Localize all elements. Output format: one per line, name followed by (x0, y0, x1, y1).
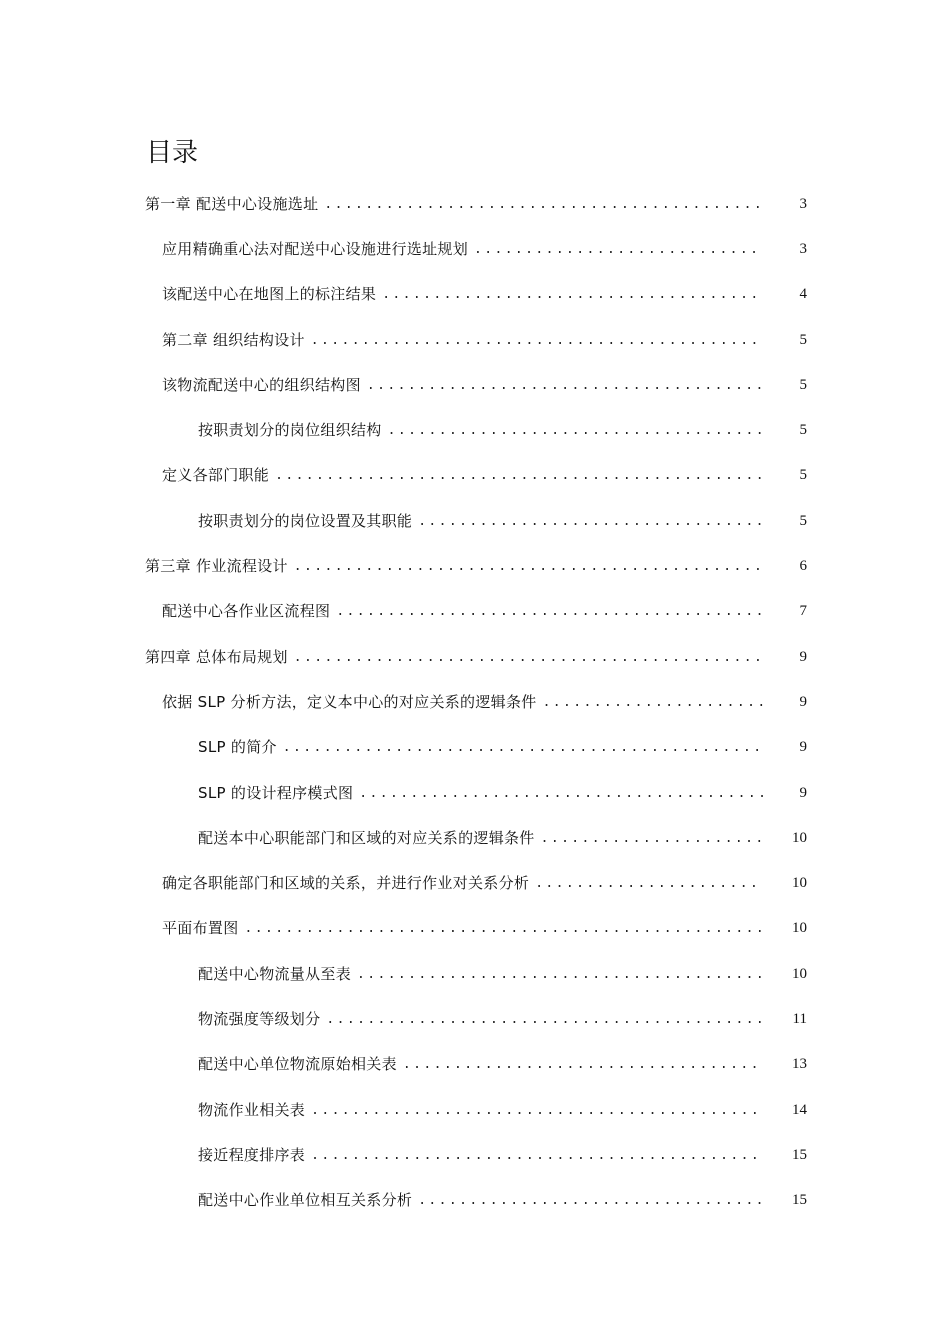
toc-dot-leader (245, 918, 763, 938)
toc-entry-text: 按职责划分的岗位组织结构 (198, 421, 382, 440)
toc-entry-text: SLP 的设计程序模式图 (198, 783, 354, 802)
toc-dot-leader (283, 737, 763, 757)
toc-page-number: 3 (799, 195, 807, 212)
toc-dot-leader (357, 964, 763, 984)
toc-page-number: 10 (792, 829, 807, 846)
toc-entry-text: 配送中心作业单位相互关系分析 (198, 1191, 413, 1210)
toc-entry-text: 第四章 总体布局规划 (145, 647, 288, 666)
toc-page-number: 10 (792, 875, 807, 892)
toc-entry-text: 依据 SLP 分析方法，定义本中心的对应关系的逻辑条件 (162, 692, 537, 711)
toc-entry-text: 配送中心单位物流原始相关表 (198, 1055, 397, 1074)
toc-page-number: 7 (799, 603, 807, 620)
toc-dot-leader (294, 556, 763, 576)
toc-page-number: 5 (799, 376, 807, 393)
toc-page-number: 9 (799, 739, 807, 756)
toc-page-number: 3 (799, 240, 807, 257)
toc-dot-leader (403, 1054, 763, 1074)
toc-entry[interactable] (0, 679, 950, 724)
toc-entry-text: 应用精确重心法对配送中心设施进行选址规划 (162, 239, 469, 258)
toc-page-number: 6 (799, 558, 807, 575)
toc-dot-leader (311, 330, 763, 350)
toc-entry[interactable] (0, 1087, 950, 1132)
toc-dot-leader (541, 828, 763, 848)
toc-page-number: 9 (799, 693, 807, 710)
toc-dot-leader (359, 783, 763, 803)
toc-page-number: 13 (792, 1056, 807, 1073)
toc-entry[interactable] (0, 1178, 950, 1223)
toc-entry-text: 第二章 组织结构设计 (162, 330, 305, 349)
toc-entry[interactable] (0, 1042, 950, 1087)
toc-dot-leader (535, 873, 763, 893)
toc-title: 目录 (146, 138, 199, 168)
toc-entry-text: 该配送中心在地图上的标注结果 (162, 285, 377, 304)
toc-entry-text: 平面布置图 (162, 919, 239, 938)
toc-entry-text: 配送本中心职能部门和区域的对应关系的逻辑条件 (198, 828, 535, 847)
toc-page-number: 9 (799, 784, 807, 801)
toc-entry[interactable] (0, 589, 950, 634)
toc-entry[interactable] (0, 317, 950, 362)
toc-page-number: 5 (799, 512, 807, 529)
toc-entry-text: SLP 的简介 (198, 738, 277, 757)
toc-entry[interactable] (0, 543, 950, 588)
toc-entry[interactable] (0, 815, 950, 860)
toc-entry-text: 按职责划分的岗位设置及其职能 (198, 511, 413, 530)
toc-entry-text: 确定各职能部门和区域的关系，并进行作业对关系分析 (162, 874, 530, 893)
toc-entry[interactable] (0, 996, 950, 1041)
toc-page-number: 5 (799, 331, 807, 348)
toc-entry-text: 该物流配送中心的组织结构图 (162, 375, 361, 394)
toc-dot-leader (324, 194, 763, 214)
toc-entry-text: 配送中心各作业区流程图 (162, 602, 331, 621)
toc-entry-text: 物流作业相关表 (198, 1100, 306, 1119)
toc-entry-text: 第三章 作业流程设计 (145, 557, 288, 576)
toc-dot-leader (474, 239, 763, 259)
toc-dot-leader (367, 375, 763, 395)
toc-dot-leader (418, 1190, 763, 1210)
toc-entry[interactable] (0, 770, 950, 815)
toc-entry-text: 定义各部门职能 (162, 466, 270, 485)
toc-dot-leader (294, 647, 763, 667)
toc-entry[interactable] (0, 498, 950, 543)
toc-dot-leader (418, 511, 763, 531)
toc-entry[interactable] (0, 226, 950, 271)
toc-entry-text: 接近程度排序表 (198, 1145, 306, 1164)
toc-entry-text: 第一章 配送中心设施选址 (145, 194, 319, 213)
toc-entry[interactable] (0, 634, 950, 679)
toc-entry[interactable] (0, 906, 950, 951)
toc-page-number: 10 (792, 965, 807, 982)
toc-page-number: 5 (799, 467, 807, 484)
toc-page-number: 10 (792, 920, 807, 937)
toc-dot-leader (543, 692, 763, 712)
toc-dot-leader (326, 1009, 763, 1029)
toc-entry[interactable] (0, 181, 950, 226)
toc-entry-text: 配送中心物流量从至表 (198, 964, 352, 983)
toc-entry[interactable] (0, 951, 950, 996)
toc-entry[interactable] (0, 725, 950, 770)
toc-dot-leader (311, 1100, 763, 1120)
toc-entry[interactable] (0, 407, 950, 452)
toc-dot-leader (275, 465, 763, 485)
toc-page-number: 5 (799, 422, 807, 439)
toc-entry[interactable] (0, 453, 950, 498)
toc-entry[interactable] (0, 272, 950, 317)
toc-page-number: 9 (799, 648, 807, 665)
toc-page-number: 14 (792, 1101, 807, 1118)
toc-entry[interactable] (0, 860, 950, 905)
toc-page-number: 4 (799, 286, 807, 303)
toc-dot-leader (336, 601, 763, 621)
toc-page-number: 11 (792, 1010, 807, 1027)
toc-list (0, 181, 950, 1223)
toc-dot-leader (311, 1145, 763, 1165)
toc-entry[interactable] (0, 362, 950, 407)
toc-dot-leader (388, 420, 763, 440)
toc-entry-text: 物流强度等级划分 (198, 1009, 321, 1028)
toc-dot-leader (382, 284, 763, 304)
toc-page-number: 15 (792, 1192, 807, 1209)
toc-page-number: 15 (792, 1146, 807, 1163)
toc-entry[interactable] (0, 1132, 950, 1177)
